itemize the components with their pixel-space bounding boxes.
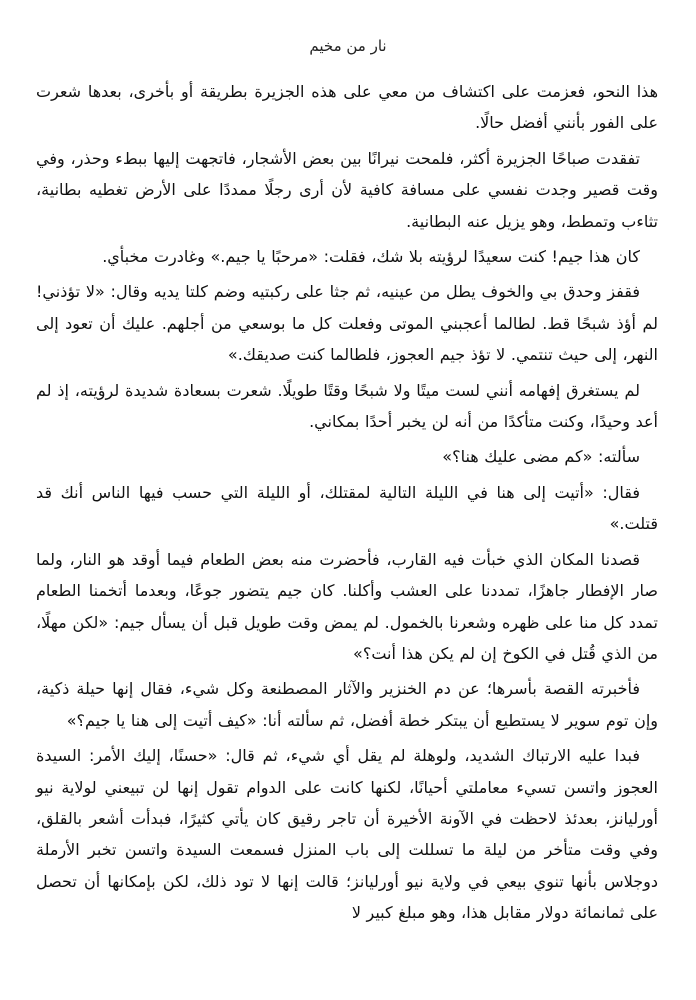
body-text [36, 76, 658, 933]
paragraph: كان هذا جيم! كنت سعيدًا لرؤيته بلا شك، فقلت: «مرحبًا يا جيم.» وغادرت مخبأي. [102, 247, 640, 267]
paragraph: قصدنا المكان الذي خبأت فيه القارب، فأحضرت منه بعض الطعام فيما أوقد هو النار، ولما صار الإفطار جاهزًا، تمددنا على العشب وأكلنا. كان جيم يتضور جوعًا، وبعدما أتخمنا الطعام تمدد كل منا على ظهره وشعرنا بالخمول. لم يمض وقت طويل قبل أن يسأل جيم: «لكن مهلًا، من الذي قُتل في الكوخ إن لم يكن هذا أنت؟» [36, 549, 658, 663]
paragraph: فأخبرته القصة بأسرها؛ عن دم الخنزير والآثار المصطنعة وكل شيء، فقال إنها حيلة ذكية، وإن توم سوير لا يستطيع أن يبتكر خطة أفضل، ثم سألته أنا: «كيف أتيت إلى هنا يا جيم؟» [36, 679, 658, 730]
paragraph: سألته: «كم مضى عليك هنا؟» [442, 447, 640, 467]
paragraph: فقال: «أتيت إلى هنا في الليلة التالية لمقتلك، أو الليلة التي حسب فيها الناس أنك قد قتلت.» [36, 482, 658, 534]
paragraph: تفقدت صباحًا الجزيرة أكثر، فلمحت نيرانًا بين بعض الأشجار، فاتجهت إليها ببطء وحذر، وفي وقت قصير وجدت نفسي على مسافة كافية لأن أرى رجلًا ممددًا على الأرض تغطيه بطانية، تثاءب وتمطط، وهو يزيل عنه البطانية. [36, 148, 658, 231]
paragraph: فبدا عليه الارتباك الشديد، ولوهلة لم يقل أي شيء، ثم قال: «حسنًا، إليك الأمر: السيدة العجوز واتسن تسيء معاملتي أحيانًا، لكنها كانت على الدوام تقول إنها لن تبيعني لولاية نيو أورليانز، بعدئذ لاحظت في الآونة الأخيرة أن تاجر رقيق كان يأتي كثيرًا، فبدأت أشعر بالقلق، وفي وقت متأخر من ليلة ما تسللت إلى باب المنزل فسمعت السيدة واتسن تخبر الأرملة دوجلاس بأنها تنوي بيعي في ولاية نيو أورليانز؛ قالت إنها لا تود ذلك، لكن بإمكانها أن تحصل على ثمانمائة دولار مقابل هذا، وهو مبلغ كبير لا [36, 746, 658, 923]
running-head-title: نار من مخيم [309, 37, 387, 55]
paragraph: فقفز وحدق بي والخوف يطل من عينيه، ثم جثا على ركبتيه وضم كلتا يديه وقال: «لا تؤذني! لم أؤذ شبحًا قط. لطالما أعجبني الموتى وفعلت كل ما بوسعي من أجلهم. عليك أن تعود إلى النهر، إلى حيث تنتمي. لا تؤذ جيم العجوز، فلطالما كنت صديقك.» [36, 282, 658, 365]
paragraph: هذا النحو، فعزمت على اكتشاف من معي على هذه الجزيرة بطريقة أو بأخرى، بعدها شعرت على الفور بأنني أفضل حالًا. [36, 82, 658, 133]
paragraph: لم يستغرق إفهامه أنني لست ميتًا ولا شبحًا وقتًا طويلًا. شعرت بسعادة شديدة لرؤيته، إذ لم أعد وحيدًا، وكنت متأكدًا من أنه لن يخبر أحدًا بمكاني. [36, 380, 658, 432]
